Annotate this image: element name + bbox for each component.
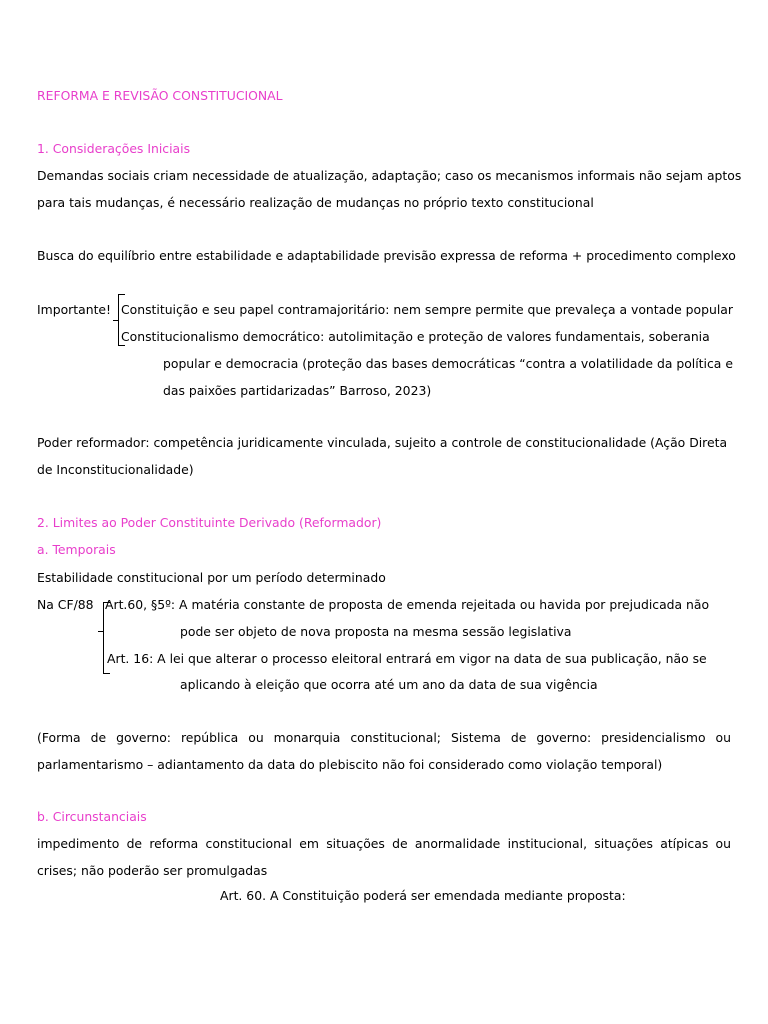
art60-centered-line: Art. 60. A Constituição poderá ser emendada mediante proposta: (220, 888, 626, 903)
important-item-2-line-3: das paixões partidarizadas” Barroso, 2023) (163, 383, 432, 398)
subsection-b-heading: b. Circunstanciais (37, 809, 147, 824)
circumstantial-paragraph: impedimento de reforma constitucional em situações de anormalidade institucional, situações atípicas ou crises; não poderão ser promulgadas (37, 836, 731, 878)
paragraph-1-line-1: Demandas sociais criam necessidade de atualização, adaptação; caso os mecanismos informais não sejam aptos (37, 168, 742, 183)
paragraph-3-line-2: de Inconstitucionalidade) (37, 462, 194, 477)
cf88-bracket (103, 602, 104, 674)
paragraph-3-line-1: Poder reformador: competência juridicamente vinculada, sujeito a controle de constitucionalidade (Ação Direta (37, 435, 728, 450)
important-item-2-line-1: Constitucionalismo democrático: autolimitação e proteção de valores fundamentais, soberania (121, 329, 710, 344)
art16-line-2: aplicando à eleição que ocorra até um ano da data de sua vigência (180, 677, 598, 692)
section-1-heading: 1. Considerações Iniciais (37, 141, 191, 156)
document-title: REFORMA E REVISÃO CONSTITUCIONAL (37, 88, 283, 103)
art16-line-1: Art. 16: A lei que alterar o processo eleitoral entrará em vigor na data de sua publicação, não se (107, 651, 707, 666)
paragraph-2: Busca do equilíbrio entre estabilidade e adaptabilidade previsão expressa de reforma + procedimento complexo (37, 248, 736, 263)
art60-line-2: pode ser objeto de nova proposta na mesma sessão legislativa (180, 624, 572, 639)
important-label: Importante! (37, 302, 112, 317)
important-item-1: Constituição e seu papel contramajoritário: nem sempre permite que prevaleça a vontade popular (121, 302, 733, 317)
art60-line-1: Art.60, §5º: A matéria constante de proposta de emenda rejeitada ou havida por prejudicada não (105, 597, 710, 612)
important-item-2-line-2: popular e democracia (proteção das bases democráticas “contra a volatilidade da política e (163, 356, 733, 371)
important-bracket (118, 294, 119, 346)
section-2-heading: 2. Limites ao Poder Constituinte Derivado (Reformador) (37, 515, 382, 530)
paragraph-1-line-2: para tais mudanças, é necessário realização de mudanças no próprio texto constitucional (37, 195, 594, 210)
government-form-paragraph: (Forma de governo: república ou monarquia constitucional; Sistema de governo: presidencialismo ou parlamentarismo – adiantamento da data do plebiscito não foi considerado como violação temporal) (37, 730, 731, 772)
temporal-stability-line: Estabilidade constitucional por um período determinado (37, 570, 386, 585)
subsection-a-heading: a. Temporais (37, 542, 116, 557)
cf88-label: Na CF/88 (37, 597, 94, 612)
